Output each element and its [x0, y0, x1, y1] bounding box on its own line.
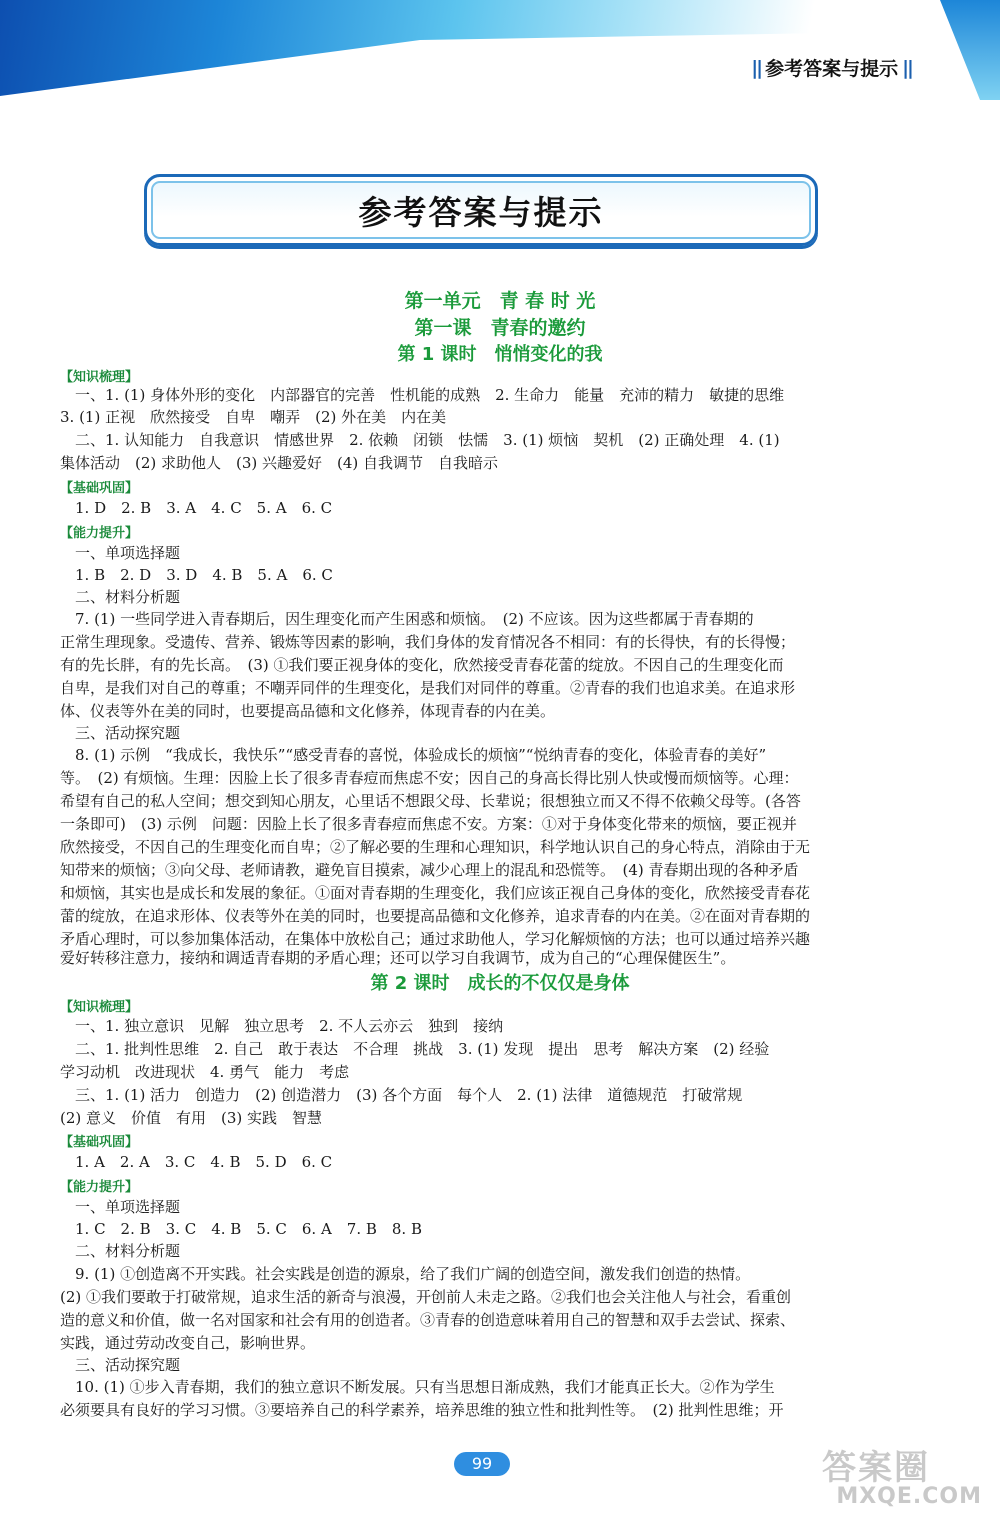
- text-line: 知带来的烦恼；③向父母、老师请教，避免盲目摸索，减少心理上的混乱和恐慌等。 (4) 青春期出现的各种矛盾: [60, 861, 799, 879]
- watermark-logo: [822, 1440, 982, 1510]
- text-line: 体、仪表等外在美的同时，也要提高品德和文化修养，体现青春的内在美。: [60, 702, 556, 720]
- text-line: 3. (1) 正视 欣然接受 自卑 嘲弄 (2) 外在美 内在美: [60, 408, 447, 426]
- tag-knowledge: 【知识梳理】: [60, 1000, 139, 1015]
- text-line: 二、材料分析题: [60, 588, 181, 606]
- text-line: 自卑，是我们对自己的尊重；不嘲弄同伴的生理变化，是我们对同伴的尊重。②青春的我们也追求美。在追求形: [60, 679, 796, 697]
- text-line: 一、单项选择题: [60, 1198, 181, 1216]
- text-line: 三、活动探究题: [60, 1356, 181, 1374]
- text-line: 学习动机 改进现状 4. 勇气 能力 考虑: [60, 1063, 350, 1081]
- tag-basic: 【基础巩固】: [60, 1135, 139, 1150]
- tag-ability: 【能力提升】: [60, 1180, 139, 1195]
- text-line: 希望有自己的私人空间；想交到知心朋友，心里话不想跟父母、长辈说；很想独立而又不得不依赖父母等。(各答: [60, 792, 801, 810]
- text-line: 蕾的绽放，在追求形体、仪表等外在美的同时，也要提高品德和文化修养，追求青春的内在美。②在面对青春期的: [60, 907, 811, 925]
- text-line: 等。 (2) 有烦恼。生理：因脸上长了很多青春痘而焦虑不安；因自己的身高长得比别人快或慢而烦恼等。心理：: [60, 769, 799, 787]
- text-line: 二、材料分析题: [60, 1242, 181, 1260]
- header-bars-right: ||: [902, 56, 912, 79]
- unit-heading: 第一单元 青 春 时 光: [404, 290, 596, 312]
- text-line: 9. (1) ①创造离不开实践。社会实践是创造的源泉，给了我们广阔的创造空间，激发我们创造的热情。: [60, 1265, 751, 1283]
- text-line: 一条即可) (3) 示例 问题：因脸上长了很多青春痘而焦虑不安。方案：①对于身体变化带来的烦恼，要正视并: [60, 815, 797, 833]
- page-title: 参考答案与提示: [358, 192, 604, 232]
- text-line: 1. C 2. B 3. C 4. B 5. C 6. A 7. B 8. B: [60, 1220, 422, 1238]
- text-line: 8. (1) 示例 “我成长，我快乐”“感受青春的喜悦，体验成长的烦恼”“悦纳青春的变化，体验青春的美好”: [60, 746, 767, 764]
- text-line: 欣然接受，不因自己的生理变化而自卑；②了解必要的生理和心理知识，科学地认识自己的身心特点，消除由于无: [60, 838, 811, 856]
- text-line: (2) 意义 价值 有用 (3) 实践 智慧: [60, 1109, 323, 1127]
- watermark-top: 答案圈: [822, 1448, 930, 1488]
- text-line: 10. (1) ①步入青春期，我们的独立意识不断发展。只有当思想日渐成熟，我们才能真正长大。②作为学生: [60, 1378, 775, 1396]
- text-line: 造的意义和价值，做一名对国家和社会有用的创造者。③青春的创造意味着用自己的智慧和双手去尝试、探索、: [60, 1311, 796, 1329]
- text-line: 三、活动探究题: [60, 724, 181, 742]
- text-line: 必须要具有良好的学习习惯。③要培养自己的科学素养，培养思维的独立性和批判性等。 (2) 批判性思维；开: [60, 1401, 784, 1419]
- text-line: 矛盾心理时，可以参加集体活动，在集体中放松自己；通过求助他人，学习化解烦恼的方法；也可以通过培养兴趣: [60, 930, 811, 948]
- text-line: 有的先长胖，有的先长高。 (3) ①我们要正视身体的变化，欣然接受青春花蕾的绽放。不因自己的生理变化而: [60, 656, 784, 674]
- text-line: 正常生理现象。受遗传、营养、锻炼等因素的影响，我们身体的发育情况各不相同：有的长得快，有的长得慢；: [60, 633, 796, 651]
- page-number: 99: [454, 1452, 510, 1476]
- text-line: 实践，通过劳动改变自己，影响世界。: [60, 1334, 316, 1352]
- period1-heading: 第 1 课时 悄悄变化的我: [397, 344, 603, 365]
- lesson-heading: 第一课 青春的邀约: [414, 317, 586, 339]
- text-line: 一、单项选择题: [60, 544, 181, 562]
- header-bars-left: ||: [751, 56, 762, 79]
- running-header: [751, 54, 912, 81]
- text-line: 一、1. (1) 身体外形的变化 内部器官的完善 性机能的成熟 2. 生命力 能量 充沛的精力 敏捷的思维: [60, 386, 785, 404]
- text-line: 一、1. 独立意识 见解 独立思考 2. 不人云亦云 独到 接纳: [60, 1017, 504, 1035]
- text-line: 7. (1) 一些同学进入青春期后，因生理变化而产生困惑和烦恼。 (2) 不应该。因为这些都属于青春期的: [60, 610, 754, 628]
- text-line: 三、1. (1) 活力 创造力 (2) 创造潜力 (3) 各个方面 每个人 2. (1) 法律 道德规范 打破常规: [60, 1086, 743, 1104]
- text-line: 二、1. 批判性思维 2. 自己 敢于表达 不合理 挑战 3. (1) 发现 提出 思考 解决方案 (2) 经验: [60, 1040, 770, 1058]
- text-line: 爱好转移注意力，接纳和调适青春期的矛盾心理；还可以学习自我调节，成为自己的“心理保健医生”。: [60, 949, 736, 967]
- page-title-box: [144, 174, 818, 246]
- running-header-text: 参考答案与提示: [765, 58, 899, 80]
- text-line: (2) ①我们要敢于打破常规，追求生活的新奇与浪漫，开创前人未走之路。②我们也会关注他人与社会，看重创: [60, 1288, 792, 1306]
- tag-basic: 【基础巩固】: [60, 481, 139, 496]
- tag-knowledge: 【知识梳理】: [60, 370, 139, 385]
- tag-ability: 【能力提升】: [60, 526, 139, 541]
- text-line: 1. D 2. B 3. A 4. C 5. A 6. C: [60, 499, 333, 517]
- text-line: 1. B 2. D 3. D 4. B 5. A 6. C: [60, 566, 333, 584]
- period2-heading: 第 2 课时 成长的不仅仅是身体: [370, 973, 630, 994]
- text-line: 和烦恼，其实也是成长和发展的象征。①面对青春期的生理变化，我们应该正视自己身体的变化，欣然接受青春花: [60, 884, 811, 902]
- text-line: 二、1. 认知能力 自我意识 情感世界 2. 依赖 闭锁 怯懦 3. (1) 烦恼 契机 (2) 正确处理 4. (1): [60, 431, 780, 449]
- text-line: 集体活动 (2) 求助他人 (3) 兴趣爱好 (4) 自我调节 自我暗示: [60, 454, 499, 472]
- text-line: 1. A 2. A 3. C 4. B 5. D 6. C: [60, 1153, 333, 1171]
- watermark-bottom: MXQE.COM: [836, 1484, 982, 1509]
